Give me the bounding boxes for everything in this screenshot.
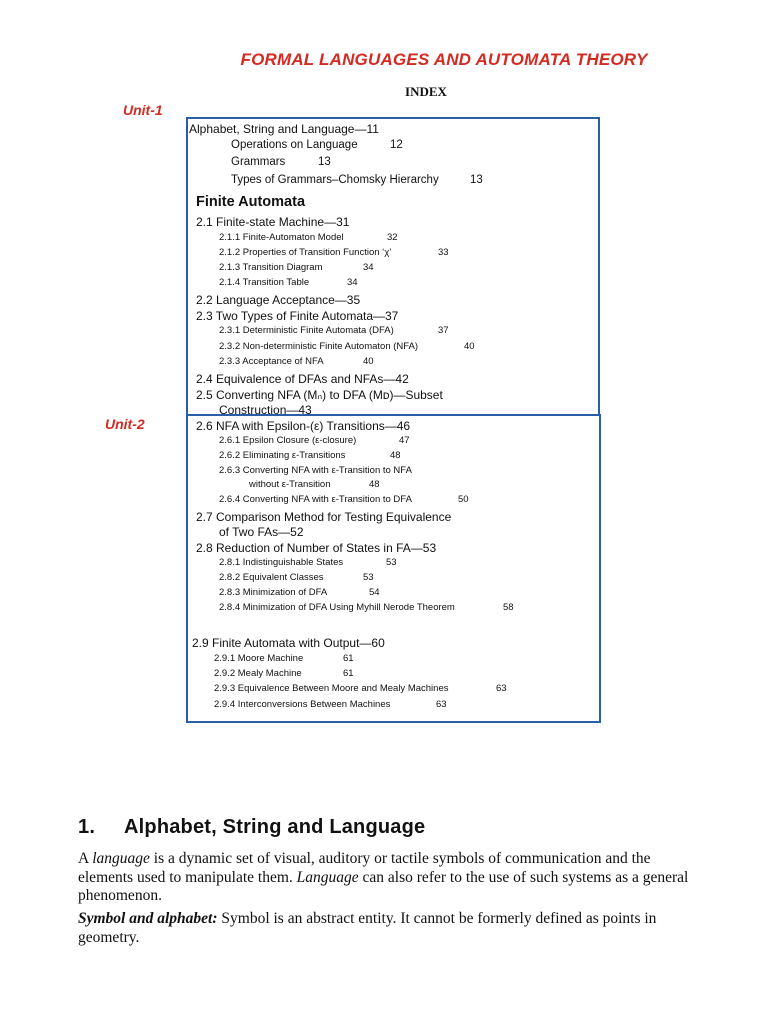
- text-run: A: [78, 850, 93, 867]
- toc-entry-title: 2.6.3 Converting NFA with ε-Transition to NFA: [219, 465, 412, 476]
- toc-entry-page: 40: [363, 356, 374, 367]
- toc-entry-page: 63: [496, 683, 507, 694]
- text-run: Symbol is an abstract entity. It cannot be formerly defined as points in geometry.: [78, 910, 657, 946]
- toc-entry: [219, 356, 374, 367]
- toc-entry-title: 2.6 NFA with Epsilon-(ε) Transitions—46: [196, 419, 411, 433]
- toc-entry-page: 34: [363, 262, 374, 273]
- toc-entry-page: 34: [347, 277, 358, 288]
- toc-entry-title: Finite Automata: [196, 194, 306, 210]
- toc-entry-title: Grammars: [231, 156, 286, 168]
- toc-entry: [214, 653, 354, 664]
- toc-entry-page: 50: [458, 494, 469, 505]
- toc-entry-page: 61: [343, 668, 354, 679]
- toc-entry-page: 53: [386, 557, 397, 568]
- toc-entry-page: 32: [387, 232, 398, 243]
- section-title: Alphabet, String and Language: [124, 816, 426, 838]
- toc-entry-title: 2.3 Two Types of Finite Automata—37: [196, 309, 399, 323]
- section-number: 1.: [78, 816, 96, 838]
- toc-entry: [196, 372, 409, 386]
- unit-1-label: Unit-1: [123, 102, 163, 118]
- toc-entry-title: Operations on Language: [231, 139, 358, 151]
- text-run: can also refer to the use of such systems as a general phenomenon.: [78, 868, 689, 904]
- toc-entry: [219, 403, 312, 417]
- toc-entry-title: 2.2 Language Acceptance—35: [196, 293, 361, 307]
- section-heading: [78, 816, 425, 839]
- toc-entry-title: 2.1.1 Finite-Automaton Model: [219, 232, 344, 243]
- index-heading: INDEX: [405, 84, 447, 99]
- toc-entry: [219, 435, 410, 446]
- term-language: Language: [296, 868, 359, 886]
- toc-entry-title: 2.8.2 Equivalent Classes: [219, 572, 324, 583]
- toc-entry-title: 2.6.1 Epsilon Closure (ε-closure): [219, 435, 357, 446]
- toc-entry-page: 58: [503, 602, 514, 613]
- toc-entry: [196, 309, 398, 323]
- toc-entry-title: 2.6.4 Converting NFA with ε-Transition to DFA: [219, 494, 412, 505]
- toc-entry: [192, 636, 385, 650]
- toc-entry: [196, 541, 436, 555]
- toc-entry-title: 2.3.2 Non-deterministic Finite Automaton (NFA): [219, 341, 419, 352]
- toc-entry: [219, 465, 412, 476]
- toc-entry-page: 13: [318, 156, 331, 168]
- toc-entry-page: 48: [369, 479, 380, 490]
- toc-entry-page: 61: [343, 653, 354, 664]
- text-run: is a dynamic set of visual, auditory or tactile symbols of communication and the elements used to manipulate them.: [78, 850, 651, 886]
- toc-entry: [219, 494, 469, 505]
- toc-entry-page: 33: [438, 247, 449, 258]
- toc-entry-page: 53: [363, 572, 374, 583]
- toc-entry: [231, 156, 331, 168]
- toc-entry-title: 2.4 Equivalence of DFAs and NFAs—42: [196, 372, 409, 386]
- toc-entry: [214, 668, 354, 679]
- toc-entry-title: Alphabet, String and Language—11: [189, 122, 379, 136]
- toc-entry: [231, 139, 403, 151]
- toc-entry-title: 2.9.3 Equivalence Between Moore and Mealy Machines: [214, 683, 449, 694]
- toc-entry: [196, 388, 443, 402]
- toc-entry-title: 2.5 Converting NFA (Mₙ) to DFA (Mᴅ)—Subset: [196, 388, 443, 402]
- toc-entry-title: 2.3.1 Deterministic Finite Automata (DFA): [219, 325, 394, 336]
- toc-entry-title: 2.8 Reduction of Number of States in FA—53: [196, 541, 437, 555]
- toc-entry-title: 2.9.1 Moore Machine: [214, 653, 304, 664]
- toc-entry: [219, 325, 449, 336]
- toc-entry-title: 2.1.3 Transition Diagram: [219, 262, 323, 273]
- toc-entry-page: 54: [369, 587, 380, 598]
- toc-entry: [196, 419, 410, 433]
- toc-entry-title: 2.8.3 Minimization of DFA: [219, 587, 328, 598]
- paragraph-language-definition: [78, 850, 690, 906]
- toc-entry: [231, 174, 483, 186]
- toc-entry: [219, 557, 397, 568]
- toc-entry: [196, 293, 360, 307]
- toc-entry-title: 2.1.2 Properties of Transition Function ‘χ’: [219, 247, 392, 258]
- toc-entry-page: 47: [399, 435, 410, 446]
- toc-entry-title: 2.6.2 Eliminating ε-Transitions: [219, 450, 346, 461]
- toc-entry: [219, 525, 304, 539]
- toc-entry: [214, 699, 447, 710]
- toc-entry-title: of Two FAs—52: [219, 525, 304, 539]
- toc-entry: [196, 510, 451, 524]
- toc-entry-page: 63: [436, 699, 447, 710]
- paragraph-symbol-alphabet: [78, 910, 690, 947]
- toc-entry: [219, 602, 514, 613]
- toc-entry-title: 2.9 Finite Automata with Output—60: [192, 636, 385, 650]
- toc-entry-page: 40: [464, 341, 475, 352]
- toc-entry-title: 2.9.4 Interconversions Between Machines: [214, 699, 391, 710]
- toc-entry-title: without ε-Transition: [249, 479, 331, 490]
- toc-entry-title: 2.3.3 Acceptance of NFA: [219, 356, 324, 367]
- term-language: language: [92, 850, 150, 867]
- toc-entry: [196, 215, 349, 229]
- toc-entry-title: 2.7 Comparison Method for Testing Equivalence: [196, 510, 452, 524]
- toc-entry: [219, 450, 401, 461]
- toc-entry-page: 48: [390, 450, 401, 461]
- toc-entry-title: Types of Grammars–Chomsky Hierarchy: [231, 174, 439, 186]
- term-symbol-alphabet: Symbol and alphabet:: [78, 910, 218, 927]
- toc-entry: [249, 479, 380, 490]
- toc-entry: [214, 683, 507, 694]
- toc-entry-title: 2.8.4 Minimization of DFA Using Myhill Nerode Theorem: [219, 602, 455, 613]
- toc-entry-page: 13: [470, 174, 483, 186]
- toc-entry: [219, 572, 374, 583]
- chapter-heading: [196, 194, 305, 210]
- toc-entry-page: 12: [390, 139, 403, 151]
- document-title: FORMAL LANGUAGES AND AUTOMATA THEORY: [240, 50, 648, 69]
- toc-entry: [219, 587, 380, 598]
- toc-entry: [219, 232, 398, 243]
- toc-entry: [189, 122, 379, 136]
- toc-entry: [219, 277, 358, 288]
- toc-entry-title: 2.1 Finite-state Machine—31: [196, 215, 350, 229]
- toc-entry: [219, 247, 449, 258]
- toc-entry: [219, 341, 475, 352]
- unit-2-label: Unit-2: [105, 416, 145, 432]
- toc-entry-title: Construction—43: [219, 403, 312, 417]
- toc-entry-title: 2.9.2 Mealy Machine: [214, 668, 302, 679]
- toc-entry: [219, 262, 374, 273]
- toc-entry-page: 37: [438, 325, 449, 336]
- toc-entry-title: 2.8.1 Indistinguishable States: [219, 557, 344, 568]
- toc-entry-title: 2.1.4 Transition Table: [219, 277, 310, 288]
